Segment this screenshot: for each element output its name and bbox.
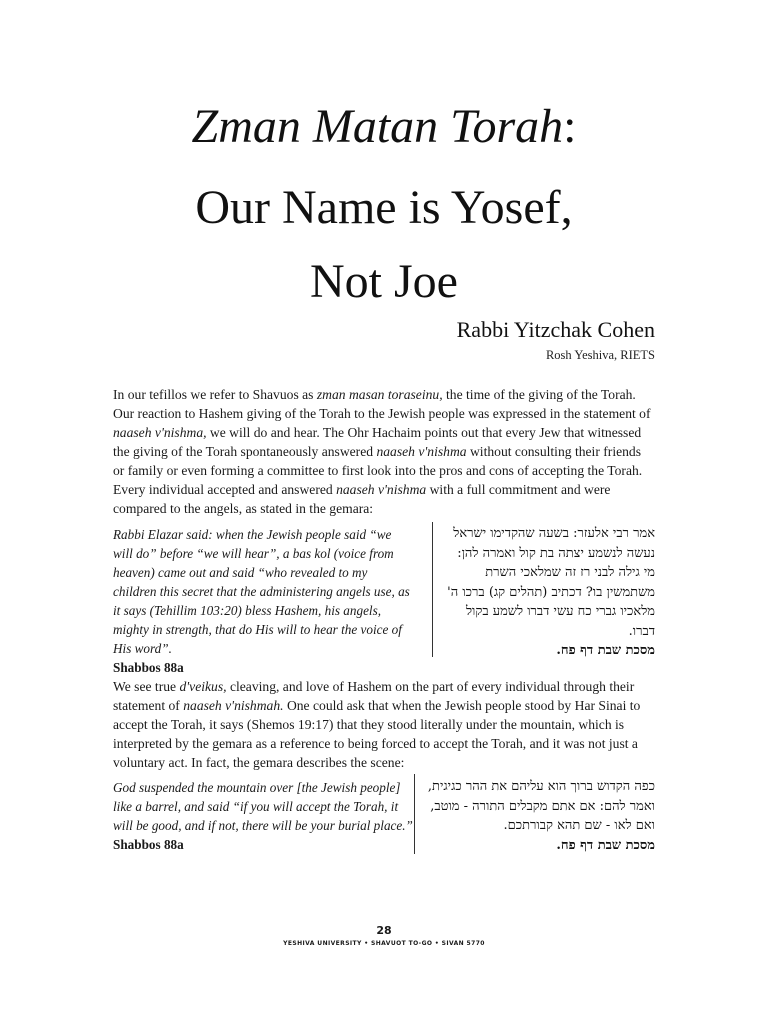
text-run: with a full commitment and were compared to the angels, as stated in the gemara: — [113, 482, 611, 516]
italic-term: naaseh v'nishma — [336, 482, 427, 497]
title-line-1 — [0, 100, 768, 153]
italic-term: d'veikus, — [179, 679, 227, 694]
quote-2-english-source: Shabbos 88a — [113, 837, 184, 852]
page-number: 28 — [376, 924, 392, 937]
quote-1-english-source: Shabbos 88a — [113, 660, 184, 675]
author-role: Rosh Yeshiva, RIETS — [545, 348, 655, 362]
text-run: One could ask that when the Jewish people stood by Har Sinai to accept the Torah, it says (Shemos 19:17) that they stood literally under the mountain, which is interpreted by the gemara as a reference to being forced to accept the Torah, and it was not just a voluntary act. In fact, the gemara describes the scene: — [113, 698, 641, 770]
title-line-2: Our Name is Yosef, — [195, 181, 573, 234]
quote-1-hebrew-text: אמר רבי אלעזר: בשעה שהקדימו ישראל נעשה לנשמע יצתה בת קול ואמרה להן: מי גילה לבני רז זה שמלאכי השרת משתמשין בו? דכתיב (תהלים קג) ברכו ה' מלאכיו גברי כח עשי דברו לשמע בקול דברו. — [447, 526, 655, 639]
text-run: In our tefillos we refer to Shavuos as — [113, 387, 317, 402]
quote-2-hebrew — [423, 777, 655, 855]
quote-2-english — [113, 778, 413, 854]
paragraph-1 — [113, 385, 655, 518]
italic-term: naaseh v'nishmah. — [183, 698, 284, 713]
quote-1-english — [113, 525, 413, 677]
italic-term: naaseh v'nishma — [376, 444, 467, 459]
text-run: cleaving, and love of Hashem on the part of every individual through their statement of — [113, 679, 635, 713]
title-line-3: Not Joe — [310, 255, 458, 308]
quote-2-divider — [414, 774, 415, 854]
title-colon: : — [563, 100, 577, 153]
text-run: the time of the giving of the Torah. Our reaction to Hashem giving of the Torah to the Jewish people was expressed in the statement of — [113, 387, 651, 421]
publication-footer: YESHIVA UNIVERSITY • SHAVUOT TO-GO • SIVAN 5770 — [283, 940, 485, 947]
text-run: we will do and hear. The Ohr Hachaim points out that every Jew that witnessed the giving of the Torah spontaneously answered — [113, 425, 642, 459]
quote-1-english-text: Rabbi Elazar said: when the Jewish people said “we will do” before “we will hear”, a bas kol (voice from heaven) came out and said “who revealed to my children this secret that the administering angels use, as it says (Tehillim 103:20) bless Hashem, his angels, mighty in strength, that do His will to hear the voice of His word”. — [113, 527, 410, 656]
quote-2-hebrew-source: מסכת שבת דף פח. — [556, 837, 655, 853]
paragraph-2 — [113, 677, 655, 772]
text-run: without consulting their friends or family or even forming a committee to first look into the pros and cons of accepting the Torah. Every individual accepted and answered — [113, 444, 643, 497]
text-run: We see true — [113, 679, 180, 694]
quote-2-english-text: God suspended the mountain over [the Jewish people] like a barrel, and said “if you will accept the Torah, it will be good, and if not, there will be your burial place.” — [113, 780, 413, 833]
quote-1-hebrew — [445, 524, 655, 661]
quote-1-divider — [432, 522, 433, 657]
author-name: Rabbi Yitzchak Cohen — [456, 317, 655, 342]
quote-2-hebrew-text: כפה הקדוש ברוך הוא עליהם את ההר כגיגית, ואמר להם: אם אתם מקבלים התורה - מוטב, ואם לאו - שם תהא קבורתכם. — [427, 779, 655, 833]
italic-term: zman masan toraseinu, — [316, 387, 443, 402]
quote-1-hebrew-source: מסכת שבת דף פח. — [556, 643, 655, 658]
italic-term: naaseh v'nishma, — [113, 425, 207, 440]
title-italic: Zman Matan Torah — [191, 100, 564, 153]
